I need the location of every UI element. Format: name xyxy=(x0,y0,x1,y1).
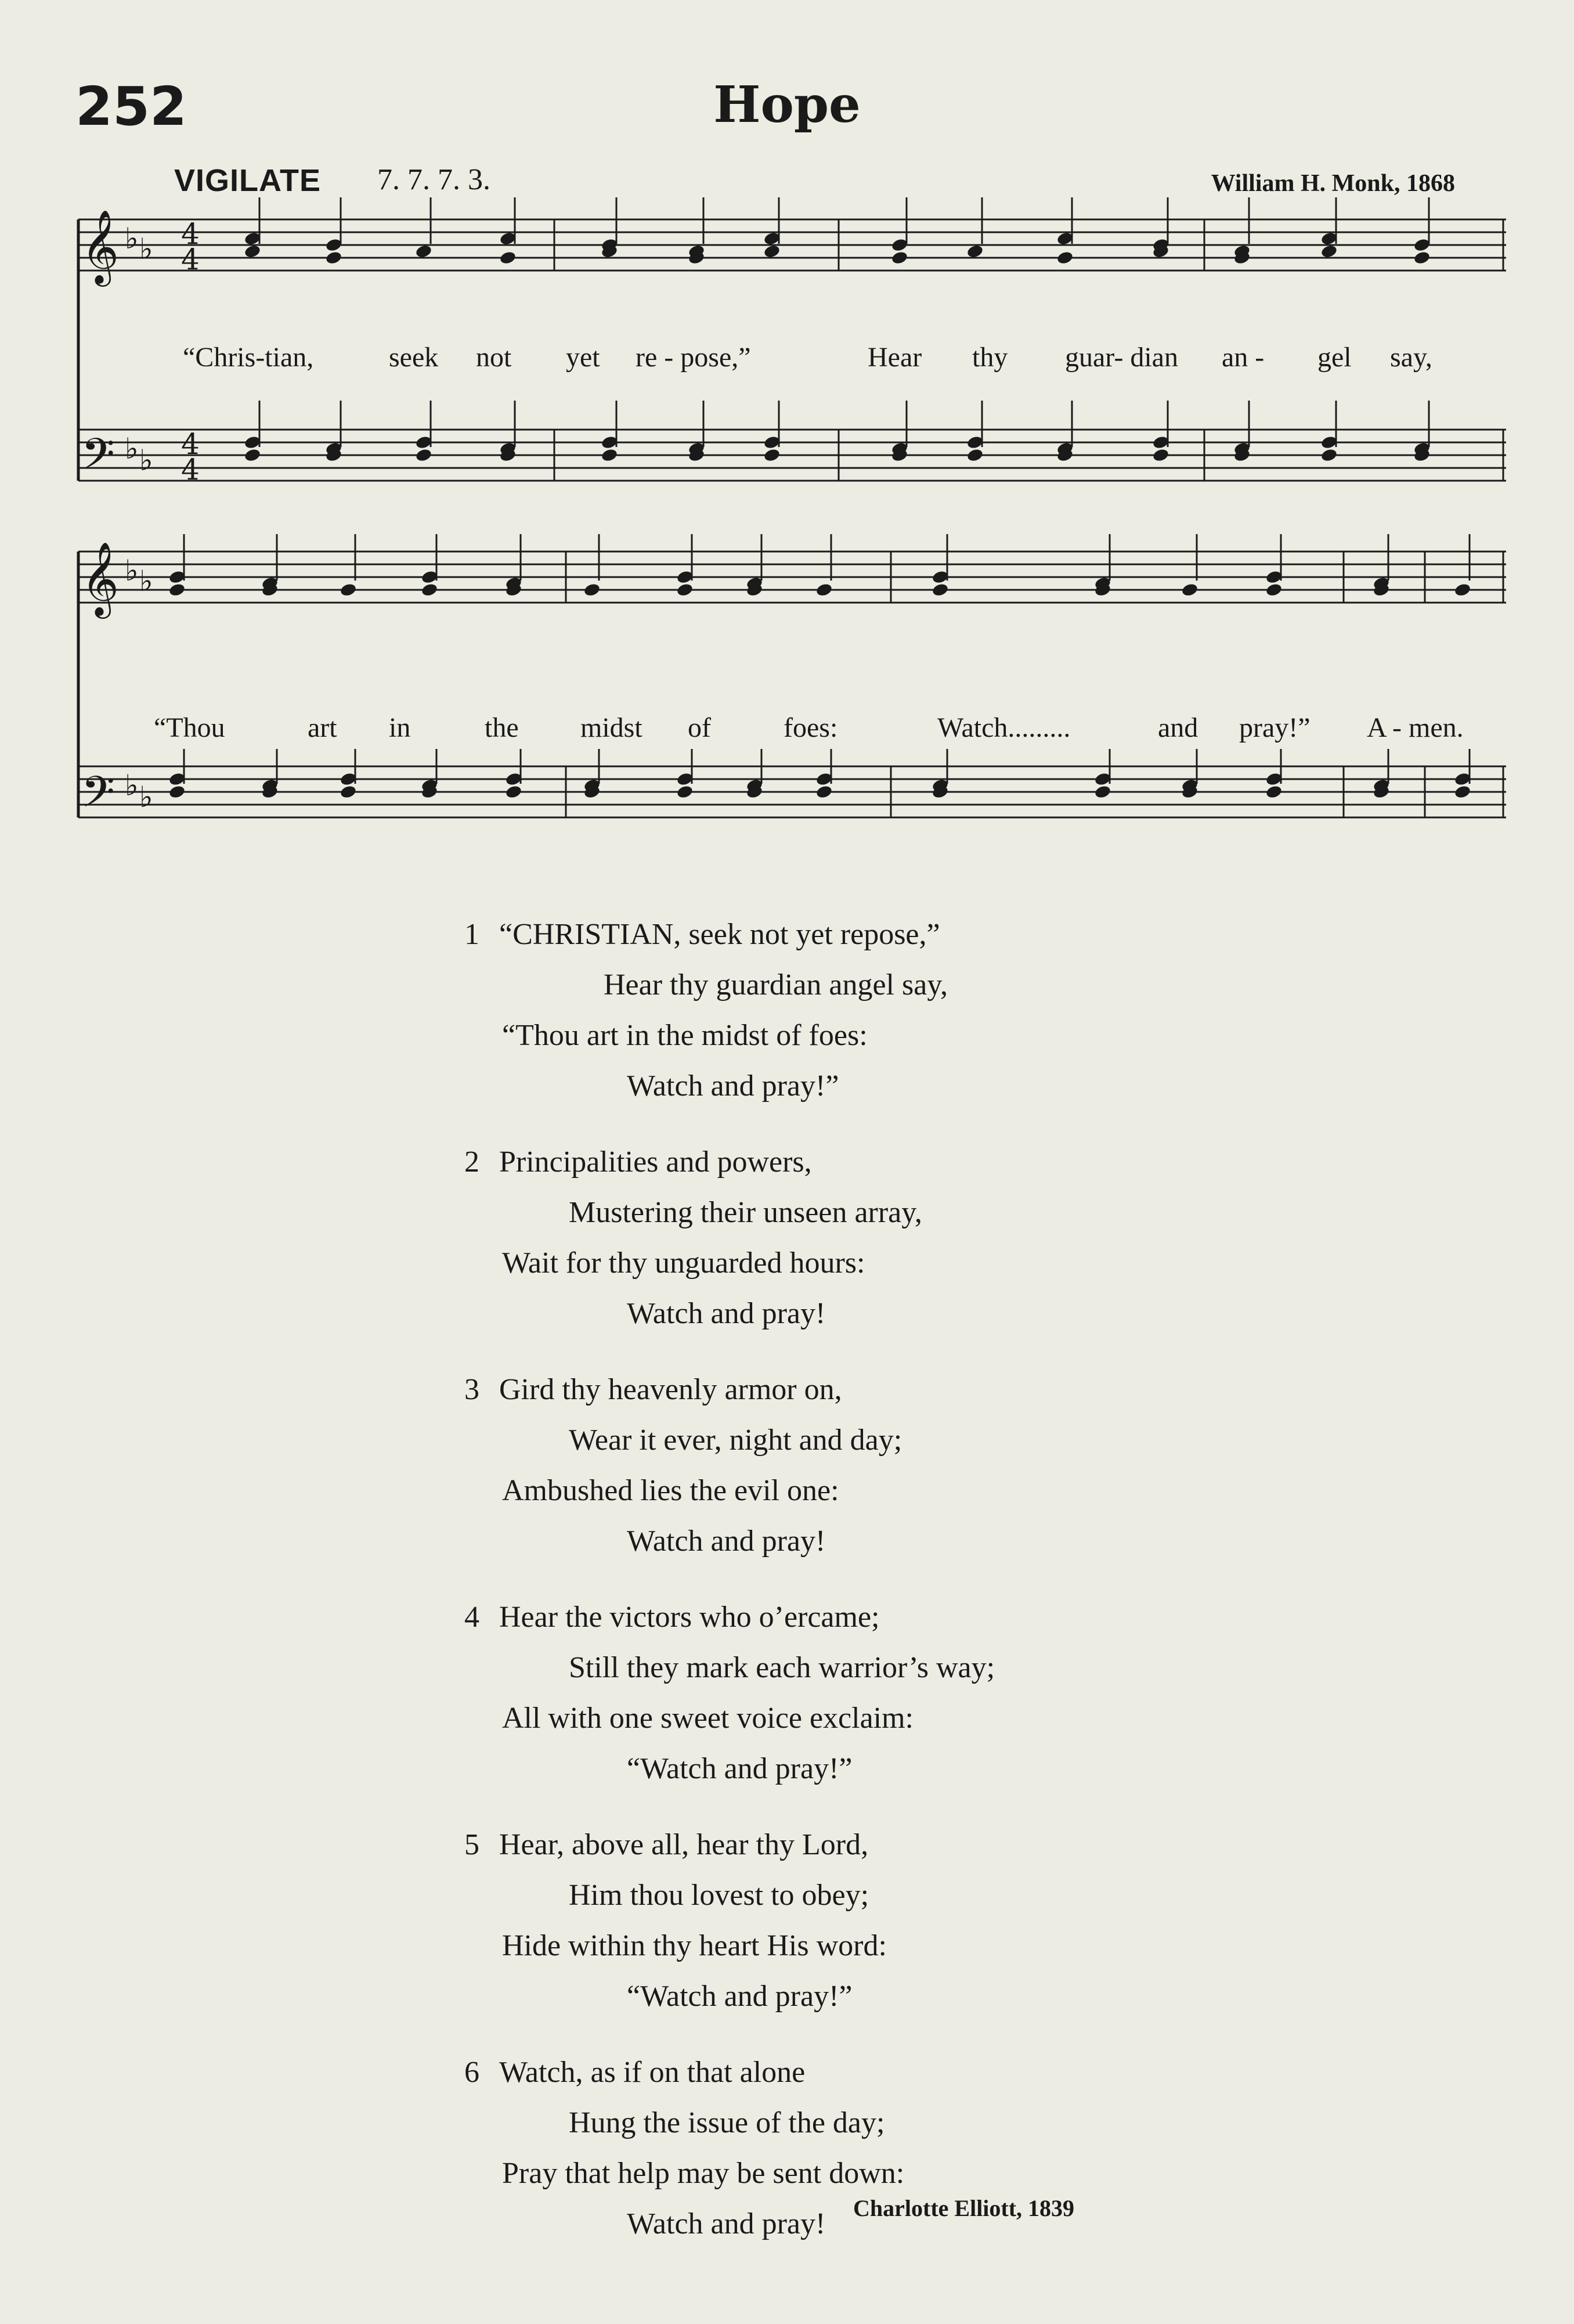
time-signature: 4 xyxy=(181,217,200,251)
note-head xyxy=(966,448,984,463)
verse-text: Hear, above all, hear thy Lord, xyxy=(499,1828,869,1861)
note-head xyxy=(1181,582,1199,597)
note-head xyxy=(601,448,619,463)
music-score xyxy=(0,0,1574,929)
lyric-syllable: say, xyxy=(1390,342,1432,373)
tune-name: VIGILATE xyxy=(174,163,322,198)
bass-clef-icon: 𝄢 xyxy=(81,767,115,828)
verse-first-line xyxy=(464,1145,812,1179)
time-signature: 4 xyxy=(181,453,200,487)
verse-line: Mustering their unseen array, xyxy=(569,1196,922,1229)
flat-icon: ♭ xyxy=(139,232,153,266)
lyric-syllable: Watch......... xyxy=(937,712,1071,743)
verse-first-line xyxy=(464,917,940,952)
verse-text: Principalities and powers, xyxy=(499,1145,812,1179)
verse-line: Wear it ever, night and day; xyxy=(569,1424,902,1457)
verse-line: Watch and pray!” xyxy=(627,1069,839,1102)
verse-author: Charlotte Elliott, 1839 xyxy=(853,2195,1075,2221)
verse-number: 1 xyxy=(464,918,479,951)
lyric-syllable: foes: xyxy=(784,712,838,743)
note-head xyxy=(499,250,517,265)
verse-number: 5 xyxy=(464,1828,479,1861)
verse-line: Watch and pray! xyxy=(627,2207,826,2240)
verse-line: Pray that help may be sent down: xyxy=(502,2157,905,2190)
flat-icon: ♭ xyxy=(125,222,139,255)
section-title: Hope xyxy=(713,75,861,134)
note-head xyxy=(340,582,358,597)
lyric-syllable: “Thou xyxy=(154,712,225,743)
note-head xyxy=(168,582,186,597)
flat-icon: ♭ xyxy=(139,780,153,814)
note-head xyxy=(1320,448,1338,463)
lyric-syllable: gel xyxy=(1317,342,1352,373)
note-head xyxy=(325,250,343,265)
note-head xyxy=(815,582,833,597)
note-head xyxy=(763,448,781,463)
flat-icon: ♭ xyxy=(125,554,139,588)
lyric-syllable: an - xyxy=(1222,342,1265,373)
verse-line: Hear thy guardian angel say, xyxy=(604,968,948,1001)
verse-line: “Thou art in the midst of foes: xyxy=(502,1019,868,1052)
page-number: 252 xyxy=(75,75,187,138)
verse-text: “CHRISTIAN, seek not yet repose,” xyxy=(499,918,940,951)
lyric-syllable: in xyxy=(389,712,411,743)
verse-line: Watch and pray! xyxy=(627,1297,826,1330)
note-head xyxy=(966,244,984,259)
lyric-syllable: pray!” xyxy=(1239,712,1311,743)
time-signature: 4 xyxy=(181,243,200,276)
note-head xyxy=(676,582,694,597)
verse-line: Him thou lovest to obey; xyxy=(569,1879,869,1912)
note-head xyxy=(340,784,358,799)
verse-line: Hung the issue of the day; xyxy=(569,2106,885,2139)
lyric-syllable: the xyxy=(485,712,519,743)
note-head xyxy=(168,784,186,799)
verse-line: Wait for thy unguarded hours: xyxy=(502,1246,865,1280)
note-head xyxy=(244,244,262,259)
note-head xyxy=(891,250,909,265)
bass-clef-icon: 𝄢 xyxy=(81,429,115,490)
verse-first-line xyxy=(464,1372,842,1407)
note-head xyxy=(932,582,950,597)
note-head xyxy=(421,582,439,597)
note-head xyxy=(1454,784,1472,799)
flat-icon: ♭ xyxy=(125,769,139,802)
verse-number: 4 xyxy=(464,1601,479,1634)
verse-line: All with one sweet voice exclaim: xyxy=(502,1702,914,1735)
note-head xyxy=(1413,250,1431,265)
verse-text: Hear the victors who o’ercame; xyxy=(499,1601,880,1634)
verse-line: “Watch and pray!” xyxy=(627,1752,853,1785)
verse-first-line xyxy=(464,2055,805,2089)
tune-meter: 7. 7. 7. 3. xyxy=(377,163,490,196)
note-head xyxy=(676,784,694,799)
verse-first-line xyxy=(464,1828,868,1862)
treble-clef-icon: 𝄞 xyxy=(81,209,120,283)
treble-staff-2 xyxy=(78,552,1506,603)
lyric-syllable: midst xyxy=(580,712,642,743)
note-head xyxy=(763,244,781,259)
verse-line: Watch and pray! xyxy=(627,1525,826,1558)
lyric-syllable: thy xyxy=(972,342,1008,373)
verse-text: Watch, as if on that alone xyxy=(499,2056,806,2089)
verse-text: Gird thy heavenly armor on, xyxy=(499,1373,842,1406)
note-head xyxy=(815,784,833,799)
note-head xyxy=(583,582,601,597)
verse-line: Still they mark each warrior’s way; xyxy=(569,1651,995,1684)
lyric-syllable: “Chris-tian, xyxy=(183,342,314,373)
note-head xyxy=(1320,244,1338,259)
flat-icon: ♭ xyxy=(139,444,153,477)
treble-clef-icon: 𝄞 xyxy=(81,541,120,615)
lyric-syllable: seek xyxy=(389,342,439,373)
lyric-syllable: and xyxy=(1158,712,1198,743)
note-head xyxy=(1094,784,1112,799)
time-signature: 4 xyxy=(181,427,200,461)
verse-line: Ambushed lies the evil one: xyxy=(502,1474,839,1507)
treble-staff-1 xyxy=(78,219,1506,271)
flat-icon: ♭ xyxy=(139,564,153,598)
note-head xyxy=(1265,784,1283,799)
bass-staff-1 xyxy=(78,430,1506,481)
verse-number: 6 xyxy=(464,2056,479,2089)
verse-line: “Watch and pray!” xyxy=(627,1980,853,2013)
lyric-syllable: art xyxy=(308,712,337,743)
note-head xyxy=(505,784,523,799)
verse-first-line xyxy=(464,1600,879,1634)
note-head xyxy=(1056,250,1074,265)
composer-credit: William H. Monk, 1868 xyxy=(1211,170,1455,197)
verse-line: Hide within thy heart His word: xyxy=(502,1929,887,1962)
note-head xyxy=(244,448,262,463)
bass-staff-2 xyxy=(78,766,1506,817)
lyric-syllable: re - pose,” xyxy=(636,342,751,373)
verse-number: 2 xyxy=(464,1145,479,1179)
flat-icon: ♭ xyxy=(125,432,139,466)
lyric-syllable: not xyxy=(476,342,512,373)
verse-number: 3 xyxy=(464,1373,479,1406)
lyric-syllable: Hear xyxy=(868,342,922,373)
lyric-syllable: A - men. xyxy=(1367,712,1464,743)
lyric-syllable: yet xyxy=(566,342,600,373)
note-head xyxy=(1152,448,1170,463)
lyric-syllable: of xyxy=(688,712,711,743)
lyric-syllable: guar- dian xyxy=(1065,342,1178,373)
note-head xyxy=(415,244,433,259)
note-head xyxy=(1265,582,1283,597)
note-head xyxy=(415,448,433,463)
note-head xyxy=(1454,582,1472,597)
